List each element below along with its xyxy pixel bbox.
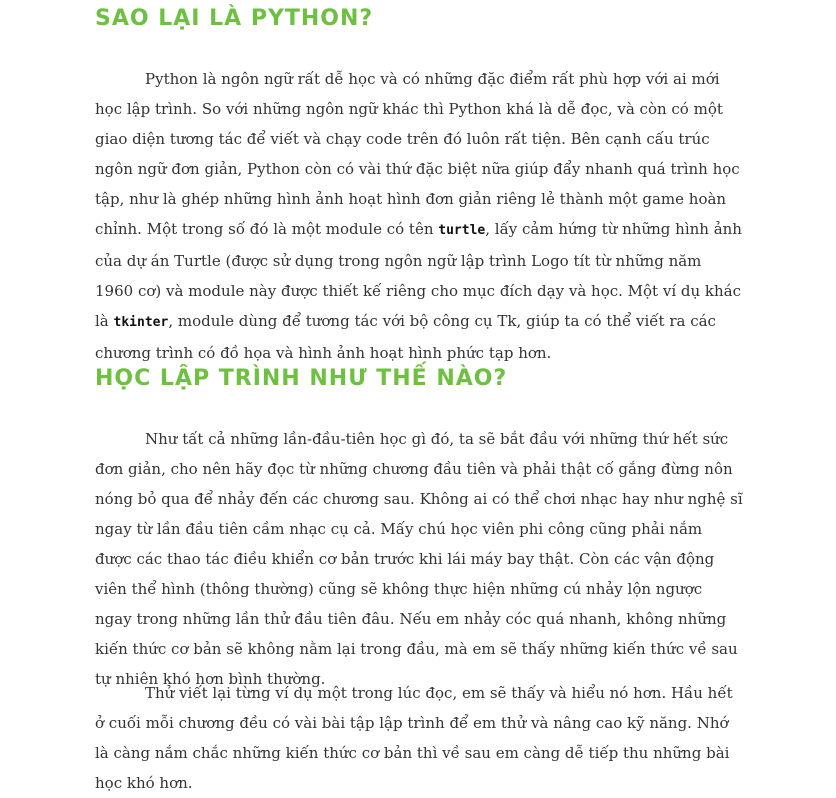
paragraph-how-to-learn-1: Như tất cả những lần-đầu-tiên học gì đó, ta sẽ bắt đầu với những thứ hết sức đơn giản, cho nên hãy đọc từ những chương đầu tiên và phải thật cố gắng đừng nôn nóng bỏ qua để nhảy đến các chương sau. Không ai có thể chơi nhạc hay như nghệ sĩ ngay từ lần đầu tiên cầm nhạc cụ cả. Mấy chú học viên phi công cũng phải nắm được các thao tác điều khiển cơ bản trước khi lái máy bay thật. Còn các vận động viên thể hình (thông thường) cũng sẽ không thực hiện những cú nhảy lộn ngược ngay trong những lần thử đầu tiên đâu. Nếu em nhảy cóc quá nhanh, không những kiến thức cơ bản sẽ không nằm lại trong đầu, mà em sẽ thấy những kiến thức về sau tự nhiên khó hơn bình thường. bbox=[95, 430, 743, 688]
code-turtle: turtle bbox=[438, 223, 486, 238]
paragraph-text: Python là ngôn ngữ rất dễ học và có những đặc điểm rất phù hợp với ai mới học lập trình. So với những ngôn ngữ khác thì Python khá là dễ đọc, và còn có một giao diện tương tác để viết và chạy code trên đó luôn rất tiện. Bên cạnh cấu trúc ngôn ngữ đơn giản, Python còn có vài thứ đặc biệt nữa giúp đẩy nhanh quá trình học tập, như là ghép những hình ảnh hoạt hình đơn giản riêng lẻ thành một game hoàn chỉnh. Một trong số đó là một module có tên bbox=[95, 70, 740, 238]
paragraph-text: , lấy cảm hứng từ những hình ảnh của dự án Turtle (được sử dụng trong ngôn ngữ lập trình Logo tít từ những năm 1960 cơ) và module này được thiết kế riêng cho mục đích dạy và học. Một ví dụ khác là bbox=[95, 220, 742, 330]
code-tkinter: tkinter bbox=[113, 315, 169, 330]
section-heading-why-python: SAO LẠI LÀ PYTHON? bbox=[95, 6, 374, 31]
paragraph-why-python bbox=[95, 64, 743, 368]
paragraph-text: , module dùng để tương tác với bộ công cụ Tk, giúp ta có thể viết ra các chương trình có đồ họa và hình ảnh hoạt hình phức tạp hơn. bbox=[95, 312, 716, 362]
section-heading-how-to-learn: HỌC LẬP TRÌNH NHƯ THẾ NÀO? bbox=[95, 366, 508, 391]
paragraph-how-to-learn-2: Thử viết lại từng ví dụ một trong lúc đọc, em sẽ thấy và hiểu nó hơn. Hầu hết ở cuối mỗi chương đều có vài bài tập lập trình để em thử và nâng cao kỹ năng. Nhớ là càng nắm chắc những kiến thức cơ bản thì về sau em càng dễ tiếp thu những bài học khó hơn. bbox=[95, 684, 733, 792]
